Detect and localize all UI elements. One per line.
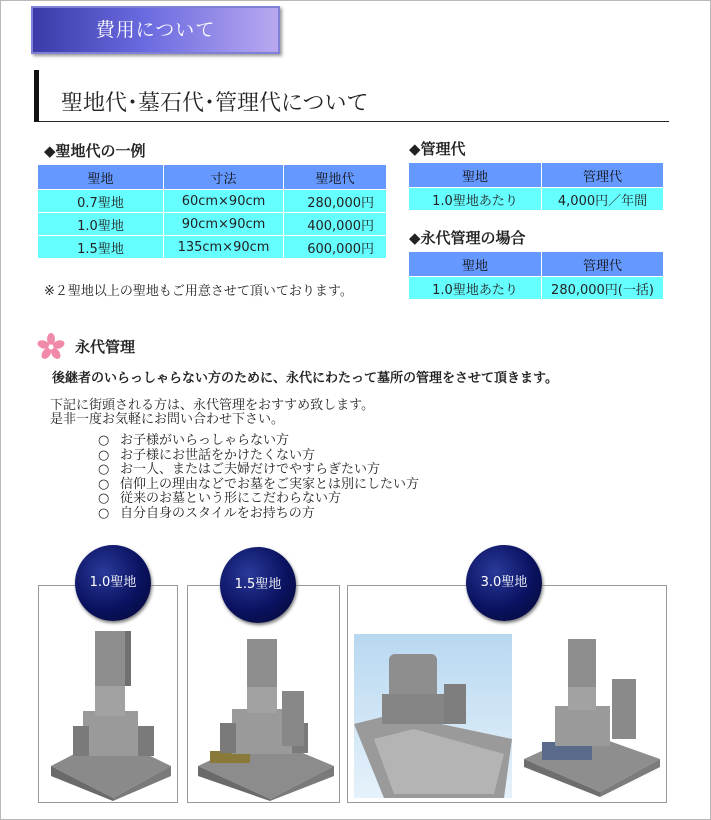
plot-size-badge-1: 1.0聖地 — [75, 545, 151, 621]
sakura-flower-icon — [37, 333, 65, 361]
list-item-text: 自分自身のスタイルをお持ちの方 — [120, 505, 315, 521]
table-row — [38, 213, 386, 235]
plot-size-badge-3: 3.0聖地 — [466, 545, 542, 621]
section-title-text: 聖地代･墓石代･管理代について — [61, 91, 369, 116]
list-item — [98, 507, 419, 522]
circle-bullet-icon: ○ — [98, 505, 110, 521]
column-header: 聖地 — [409, 163, 541, 187]
circle-bullet-icon: ○ — [98, 433, 110, 448]
column-header: 聖地 — [409, 252, 541, 276]
tombstone-image — [43, 626, 175, 801]
column-header: 管理代 — [542, 163, 663, 187]
eitai-title: 永代管理 — [75, 338, 136, 356]
list-item-text: お一人、またはご夫婦だけでやすらぎたい方 — [120, 462, 381, 478]
circle-bullet-icon: ○ — [98, 462, 110, 478]
eitai-fee-heading: ◆永代管理の場合 — [409, 229, 526, 247]
eitai-paragraph-1: 下記に街頭される方は、永代管理をおすすめ致します。 — [50, 398, 375, 413]
table-row — [38, 236, 386, 258]
table-cell: 280,000円(一括) — [542, 277, 663, 299]
table-cell: 0.7聖地 — [38, 190, 163, 212]
tombstone-image — [354, 644, 512, 798]
column-header: 寸法 — [164, 165, 283, 189]
table-cell: 1.0聖地あたり — [409, 277, 541, 299]
table-cell: 1.5聖地 — [38, 236, 163, 258]
seichi-heading: ◆聖地代の一例 — [44, 142, 146, 160]
table-cell: 280,000円 — [284, 190, 386, 212]
list-item — [98, 492, 419, 507]
table-cell: 90cm×90cm — [164, 213, 283, 235]
table-header-row — [38, 165, 386, 189]
table-header-row — [409, 163, 663, 187]
column-header: 管理代 — [542, 252, 663, 276]
table-row — [409, 188, 663, 210]
table-cell: 4,000円／年間 — [542, 188, 663, 210]
table-cell: 600,000円 — [284, 236, 386, 258]
page-header-tab: 費用について — [31, 6, 280, 54]
table-header-row — [409, 252, 663, 276]
kanri-heading: ◆管理代 — [409, 140, 466, 158]
list-item-text: 信仰上の理由などでお墓をご実家とは別にしたい方 — [120, 476, 420, 492]
eitai-fee-table — [408, 251, 664, 300]
seichi-note: ※２聖地以上の聖地もご用意させて頂いております。 — [44, 284, 353, 299]
table-cell: 1.0聖地あたり — [409, 188, 541, 210]
kanri-fee-table — [408, 162, 664, 211]
circle-bullet-icon: ○ — [98, 491, 110, 507]
column-header: 聖地代 — [284, 165, 386, 189]
list-item-text: お子様にお世話をかけたくない方 — [120, 447, 316, 463]
table-cell: 400,000円 — [284, 213, 386, 235]
table-row — [409, 277, 663, 299]
eitai-paragraph-2: 是非一度お気軽にお問い合わせ下さい。 — [50, 412, 285, 427]
table-row — [38, 190, 386, 212]
list-item — [98, 434, 419, 449]
list-item — [98, 449, 419, 464]
list-item-text: 従来のお墓という形にこだわらない方 — [120, 491, 342, 507]
circle-bullet-icon: ○ — [98, 476, 110, 492]
tombstone-image — [192, 631, 338, 801]
tombstone-image — [520, 634, 662, 799]
list-item-text: お子様がいらっしゃらない方 — [120, 433, 290, 448]
seichi-price-table — [37, 164, 387, 259]
eitai-lead: 後継者のいらっしゃらない方のために、永代にわたって墓所の管理をさせて頂きます。 — [52, 371, 558, 386]
table-cell: 60cm×90cm — [164, 190, 283, 212]
list-item — [98, 463, 419, 478]
circle-bullet-icon: ○ — [98, 447, 110, 463]
table-cell: 1.0聖地 — [38, 213, 163, 235]
column-header: 聖地 — [38, 165, 163, 189]
table-cell: 135cm×90cm — [164, 236, 283, 258]
plot-size-badge-2: 1.5聖地 — [220, 547, 296, 623]
recommend-list — [98, 434, 419, 522]
section-heading — [34, 70, 669, 122]
